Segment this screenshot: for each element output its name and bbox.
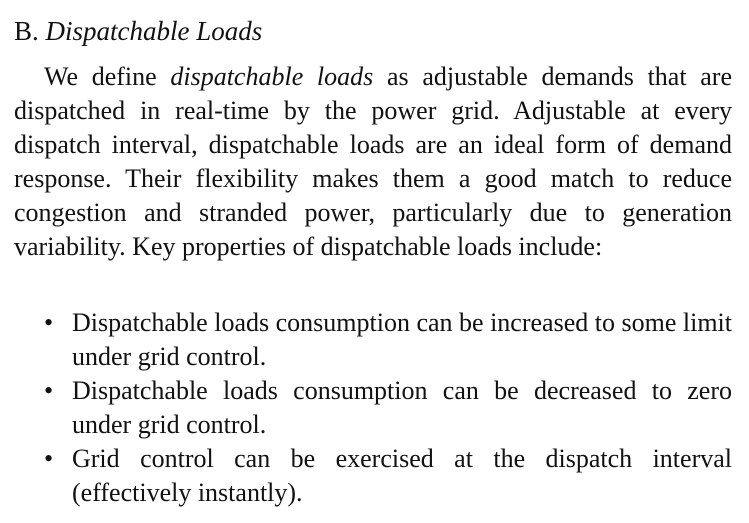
properties-list (14, 306, 732, 510)
list-item (14, 442, 732, 510)
section-number: B. (14, 16, 39, 46)
bullet-icon: • (44, 376, 54, 405)
defined-term: dispatchable loads (170, 62, 374, 91)
paragraph-lead: We define (44, 62, 171, 91)
list-item (14, 306, 732, 374)
list-item-text: Grid control can be exercised at the dispatch interval (effectively instantly). (72, 444, 732, 507)
list-item (14, 374, 732, 442)
list-item-text: Dispatchable loads consumption can be increased to some limit under grid control. (72, 308, 732, 371)
body-paragraph (14, 60, 732, 264)
section-heading (14, 14, 262, 48)
paragraph-rest: as adjustable demands that are dispatched in real-time by the power grid. Adjustable at every dispatch interval, dispatchable loads are an ideal form of demand response. Their flexibility makes them a good match to reduce congestion and stranded power, particularly due to generation variability. Key properties of dispatchable loads include: (14, 62, 732, 261)
bullet-icon: • (44, 308, 54, 337)
list-item-text: Dispatchable loads consumption can be decreased to zero under grid control. (72, 376, 732, 439)
bullet-icon: • (44, 444, 54, 473)
section-title: Dispatchable Loads (45, 16, 263, 46)
